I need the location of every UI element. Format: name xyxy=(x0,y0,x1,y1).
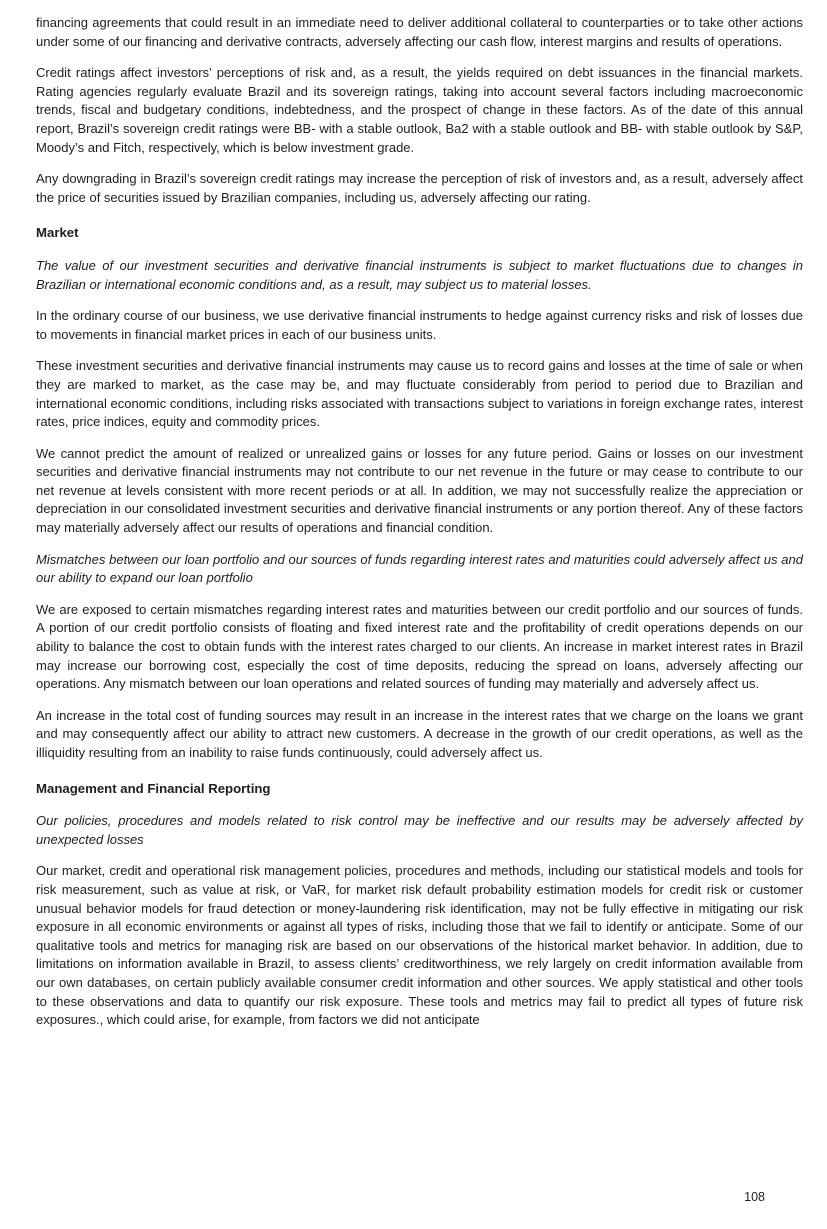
page-number: 108 xyxy=(744,1190,765,1204)
risk-statement-market-fluctuations: The value of our investment securities and derivative financial instruments is subject to market fluctuations due to changes in Brazilian or international economic conditions and, as a result, may subject us to material losses. xyxy=(36,257,803,292)
paragraph-cannot-predict: We cannot predict the amount of realized or unrealized gains or losses for any future period. Gains or losses on our investment securities and derivative financial instruments may not contribute to our net revenue in the future or may cease to contribute to our net revenue at levels consistent with more recent periods or at all. In addition, we may not successfully realize the appreciation or depreciation in our consolidated investment securities and derivative financial instruments or any portion thereof. Any of these factors may materially adversely affect our results of operations and financial condition. xyxy=(36,445,803,536)
section-heading-market: Market xyxy=(36,225,79,241)
risk-statement-risk-control: Our policies, procedures and models related to risk control may be ineffective and our results may be adversely affected by unexpected losses xyxy=(36,813,803,847)
paragraph-mismatch-exposure: We are exposed to certain mismatches regarding interest rates and maturities between our credit portfolio and our sources of funds. A portion of our credit portfolio consists of floating and fixed interest rate and the profitability of credit operations depends on our ability to balance the cost to obtain funds with the interest rates charged to our clients. An increase in market interest rates in Brazil may increase our borrowing cost, especially the cost of time deposits, reducing the spread on loans, adversely affecting our operations. Any mismatch between our loan operations and related sources of funding may materially and adversely affect us. xyxy=(36,601,803,692)
paragraph-credit-ratings: Credit ratings affect investors’ perceptions of risk and, as a result, the yields required on debt issuances in the financial markets. Rating agencies regularly evaluate Brazil and its sovereign ratings, taking into account several factors including macroeconomic trends, fiscal and budgetary conditions, indebtedness, and the prospect of change in these factors. As of the date of this annual report, Brazil’s sovereign credit ratings were BB- with a stable outlook, Ba2 with a stable outlook and BB- with stable outlook by S&P, Moody’s and Fitch, respectively, which is below investment grade. xyxy=(36,65,803,155)
paragraph-risk-models: Our market, credit and operational risk management policies, procedures and methods, including our statistical models and tools for risk measurement, such as value at risk, or VaR, for market risk default probability estimation models for credit risk or customer unusual behavior models for fraud detection or money-laundering risk identification, may not be fully effective in mitigating our risk exposure in all economic environments or against all types of risks, including those that we fail to identify or anticipate. Some of our qualitative tools and metrics for managing risk are based on our observations of the historical market behavior. In addition, due to limitations on information available in Brazil, to assess clients’ creditworthiness, we rely largely on credit information available from our own databases, on certain publicly available consumer credit information and other sources. We apply statistical and other tools to these observations and data to quantify our risk exposure. These tools and metrics may fail to predict all types of future risk exposures., which could arise, for example, from factors we did not anticipate xyxy=(36,863,803,1028)
paragraph-collateral-continuation: financing agreements that could result in an immediate need to deliver additional collateral to counterparties or to take other actions under some of our financing and derivative contracts, adversely affecting our cash flow, interest margins and results of operations. xyxy=(36,15,803,49)
risk-statement-mismatches: Mismatches between our loan portfolio and our sources of funds regarding interest rates and maturities could adversely affect us and our ability to expand our loan portfolio xyxy=(36,551,803,586)
page-body-text xyxy=(36,14,803,1043)
section-heading-management-reporting: Management and Financial Reporting xyxy=(36,780,271,796)
paragraph-funding-cost: An increase in the total cost of funding sources may result in an increase in the interest rates that we charge on the loans we grant and may consequently affect our ability to attract new customers. A decrease in the growth of our credit operations, as well as the illiquidity resulting from an inability to raise funds continuously, could adversely affect us. xyxy=(36,707,803,760)
paragraph-downgrading: Any downgrading in Brazil’s sovereign credit ratings may increase the perception of risk of investors and, as a result, adversely affect the price of securities issued by Brazilian companies, including us, adversely affecting our rating. xyxy=(36,171,803,205)
paragraph-investment-securities: These investment securities and derivative financial instruments may cause us to record gains and losses at the time of sale or when they are marked to market, as the case may be, and may fluctuate considerably from period to period due to Brazilian and international economic conditions, including risks associated with transactions subject to variations in foreign exchange rates, interest rates, price indices, equity and commodity prices. xyxy=(36,358,803,430)
paragraph-ordinary-course: In the ordinary course of our business, we use derivative financial instruments to hedge against currency risks and risk of losses due to movements in financial market prices in each of our business units. xyxy=(36,308,803,342)
